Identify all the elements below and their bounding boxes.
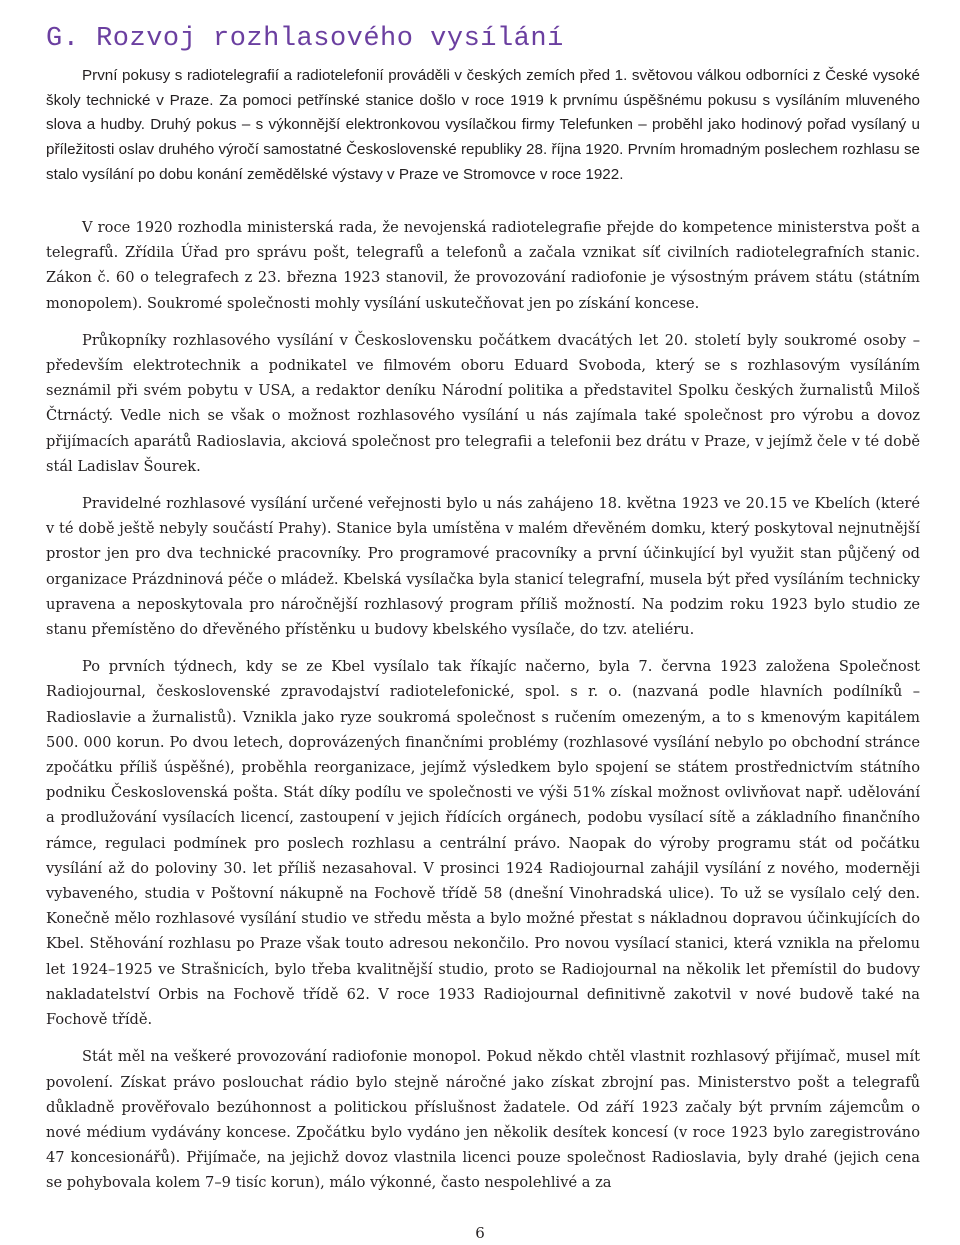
page-number: 6 bbox=[475, 1224, 485, 1242]
paragraph-radiojournal: Po prvních týdnech, kdy se ze Kbel vysílalo tak říkajíc načerno, byla 7. června 1923 založena Společnost Radiojournal, československé zpravodajství radiotelefonické, spol. s r. o. (nazvaná podle hlavních podílníků – Radioslavie a žurnalistů). Vznikla jako ryze soukromá společnost s ručením omezeným, a to s kmenovým kapitálem 500. 000 korun. Po dvou letech, doprovázených finančními problémy (rozhlasové vysílání nebylo po obchodní stránce zpočátku příliš úspěšné), proběhla reorganizace, jejímž výsledkem bylo spojení se státem prostřednictvím státního podniku Československá pošta. Stát díky podílu ve společnosti ve výši 51% získal možnost ovlivňovat např. udělování a prodlužování vysílacích licencí, zastoupení v jejich řídících orgánech, podobu vysílací sítě a základního finančního rámce, regulaci podmínek pro poslech rozhlasu a centrální právo. Naopak do výroby programu stát od počátku vysílání až do poloviny 30. let příliš nezasahoval. V prosinci 1924 Radiojournal zahájil vysílání z nového, moderněji vybaveného, studia v Poštovní nákupně na Fochově třídě 58 (dnešní Vinohradská ulice). To už se vysílalo celý den. Konečně mělo rozhlasové vysílání studio ve středu města a bylo možné přestat s nákladnou dopravou účinkujících do Kbel. Stěhování rozhlasu po Praze však touto adresou nekončilo. Pro novou vysílací stanici, která vznikla na přelomu let 1924–1925 ve Strašnicích, bylo třeba kvalitnější studio, proto se Radiojournal na několik let přemístil do budovy nakladatelství Orbis na Fochově třídě 62. V roce 1933 Radiojournal definitivně zakotvil v nové budově také na Fochově třídě. bbox=[46, 658, 920, 1029]
body-text bbox=[46, 215, 920, 1208]
paragraph-regular-broadcasting: Pravidelné rozhlasové vysílání určené veřejnosti bylo u nás zahájeno 18. května 1923 ve 20.15 ve Kbelích (které v té době ještě nebyly součástí Prahy). Stanice byla umístěna v malém dřevěném domku, který poskytoval nejnutnější prostor jen pro dva technické pracovníky. Pro programové pracovníky a první účinkující byl využit stan půjčený od organizace Prázdninová péče o mládež. Kbelská vysílačka byla stanicí telegrafní, musela být před vysíláním technicky upravena a neposkytovala pro náročnější rozhlasový program příliš možností. Na podzim roku 1923 bylo studio ze stanu přemístěno do dřevěného přístěnku u budovy kbelského vysílače, do tzv. ateliéru. bbox=[46, 495, 920, 639]
section-title: G. Rozvoj rozhlasového vysílání bbox=[46, 24, 564, 54]
paragraph-radio-pioneers: Průkopníky rozhlasového vysílání v Československu počátkem dvacátých let 20. století byly soukromé osoby – především elektrotechnik a podnikatel ve filmovém oboru Eduard Svoboda, který se s rozhlasovým vysíláním seznámil při svém pobytu v USA, a redaktor deníku Národní politika a představitel Spolku českých žurnalistů Miloš Čtrnáctý. Vedle nich se však o možnost rozhlasového vysílání u nás zajímala také společnost pro výrobu a dovoz přijímacích aparátů Radioslavia, akciová společnost pro telegrafii a telefonii bez drátu v Praze, v jejímž čele v té době stál Ladislav Šourek. bbox=[46, 331, 920, 475]
paragraph-first-radio-experiments: První pokusy s radiotelegrafií a radiotelefonií prováděli v českých zemích před 1. světovou válkou odborníci z České vysoké školy technické v Praze. Za pomoci petřínské stanice došlo v roce 1919 k prvnímu úspěšnému pokusu s vysíláním mluveného slova a hudby. Druhý pokus – s výkonnější elektronkovou vysílačkou firmy Telefunken – proběhl jako hodinový pořad vysílaný u příležitosti oslav druhého výročí samostatné Československé republiky 28. října 1920. Prvním hromadným poslechem rozhlasu se stalo vysílání po dobu konání zemědělské výstavy v Praze ve Stromovce v roce 1922. bbox=[46, 67, 920, 183]
paragraph-state-monopoly: Stát měl na veškeré provozování radiofonie monopol. Pokud někdo chtěl vlastnit rozhlasový přijímač, musel mít povolení. Získat právo poslouchat rádio bylo stejně náročné jako získat zbrojní pas. Ministerstvo pošt a telegrafů důkladně prověřovalo bezúhonnost a politickou příslušnost žadatele. Od září 1923 začaly být prvním zájemcům o nové médium vydávány koncese. Zpočátku bylo vydáno jen několik desítek koncesí (v roce 1923 bylo zaregistrováno 47 koncesionářů). Přijímače, na jejichž dovoz vlastnila licenci pouze společnost Radioslavia, byly drahé (jejich cena se pohybovala kolem 7–9 tisíc korun), málo výkonné, často nespolehlivé a za bbox=[46, 1048, 920, 1192]
paragraph-ministry-decision: V roce 1920 rozhodla ministerská rada, že nevojenská radiotelegrafie přejde do kompetence ministerstva pošt a telegrafů. Zřídila Úřad pro správu pošt, telegrafů a telefonů a začala vznikat síť civilních radiotelegrafních stanic. Zákon č. 60 o telegrafech z 23. března 1923 stanovil, že provozování radiofonie je výsostným právem státu (státním monopolem). Soukromé společnosti mohly vysílání uskutečňovat jen po získání koncese. bbox=[46, 219, 920, 312]
